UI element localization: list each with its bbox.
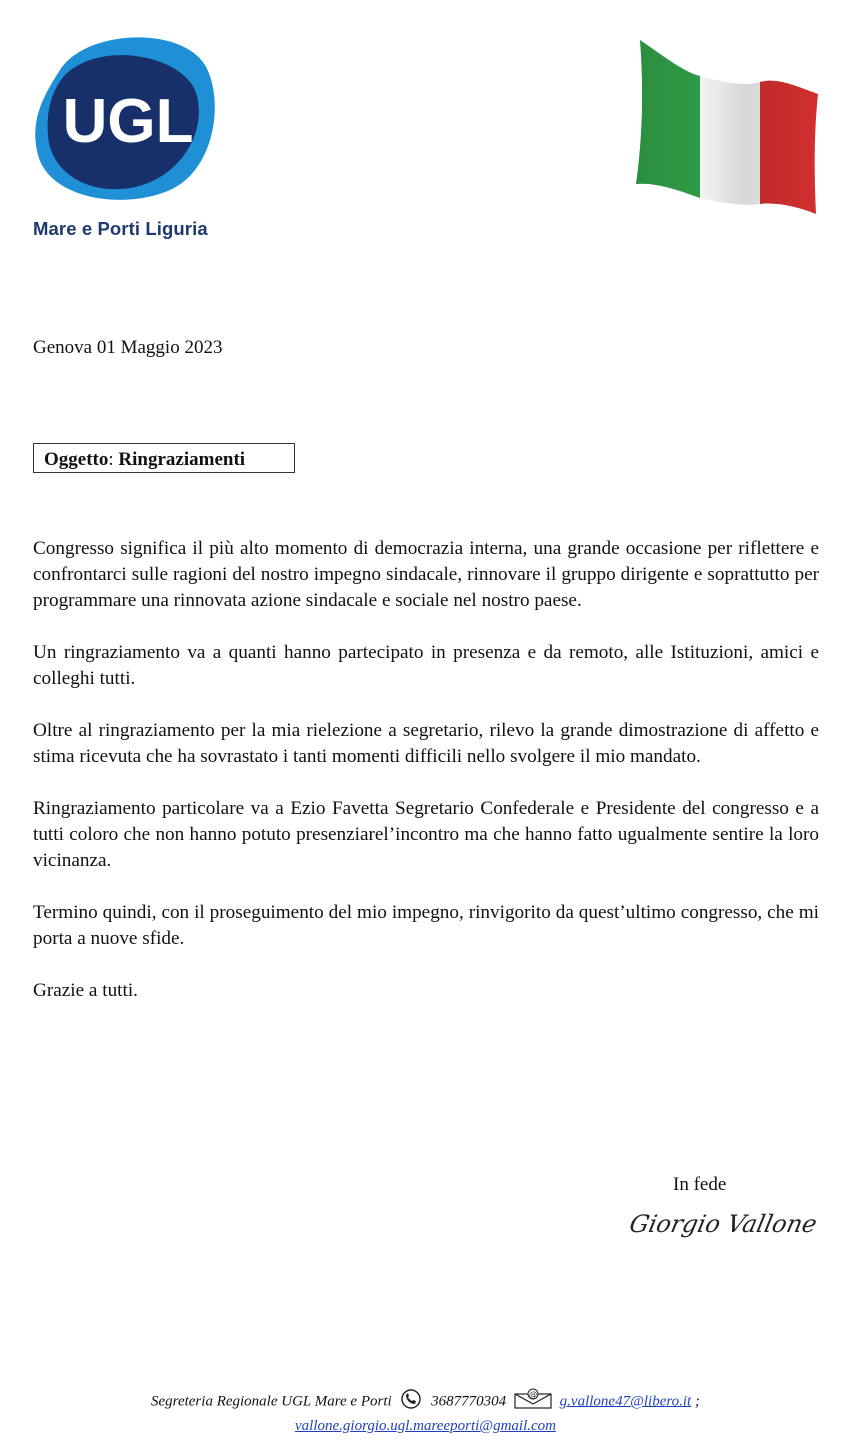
footer-org: Segreteria Regionale UGL Mare e Porti [151,1393,392,1410]
handwritten-signature [626,1200,820,1250]
email-link-2[interactable]: vallone.giorgio.ugl.mareeporti@gmail.com [295,1418,556,1434]
email-icon [513,1388,553,1416]
footer-line-1 [0,1388,851,1416]
subject-separator: : [108,449,119,470]
closing: In fede [673,1174,727,1195]
paragraph: Un ringraziamento va a quanti hanno partecipato in presenza e da remoto, alle Istituzioni, amici e colleghi tutti. [33,642,819,689]
place-date: Genova 01 Maggio 2023 [33,337,223,358]
paragraph: Oltre al ringraziamento per la mia rielezione a segretario, rilevo la grande dimostrazione di affetto e stima ricevuta che ha sovrastato i tanti momenti difficili nello svolgere il mio mandato. [33,720,819,767]
ugl-logo [30,30,220,205]
subject-box [33,443,295,473]
footer [0,1388,851,1436]
paragraph: Ringraziamento particolare va a Ezio Favetta Segretario Confederale e Presidente del congresso e a tutti coloro che non hanno potuto presenziarel’incontro ma che hanno fatto ugualmente sentire la loro vicinanza. [33,798,819,871]
footer-separator: ; [691,1393,700,1410]
paragraph: Termino quindi, con il proseguimento del mio impegno, rinvigorito da quest’ultimo congresso, che mi porta a nuove sfide. [33,902,819,949]
subject-label: Oggetto [44,449,109,470]
paragraph: Grazie a tutti. [33,980,138,1001]
letter-body [33,536,819,1030]
signature-text: Giorgio Vallone [626,1209,820,1238]
logo-text: UGL [62,87,194,156]
italian-flag-image [628,32,828,222]
paragraph: Congresso significa il più alto momento di democrazia interna, una grande occasione per riflettere e confrontarci sulle ragioni del nostro impegno sindacale, rinnovare il gruppo dirigente e soprattutto per programmare una rinnovata azione sindacale e sociale nel nostro paese. [33,538,819,611]
email-link-1[interactable]: g.vallone47@libero.it [559,1393,692,1410]
logo-caption: Mare e Porti Liguria [33,218,208,239]
footer-phone: 3687770304 [431,1393,507,1410]
svg-text:@: @ [528,1390,537,1399]
phone-icon [398,1389,424,1415]
subject-value: Ringraziamenti [118,449,246,470]
